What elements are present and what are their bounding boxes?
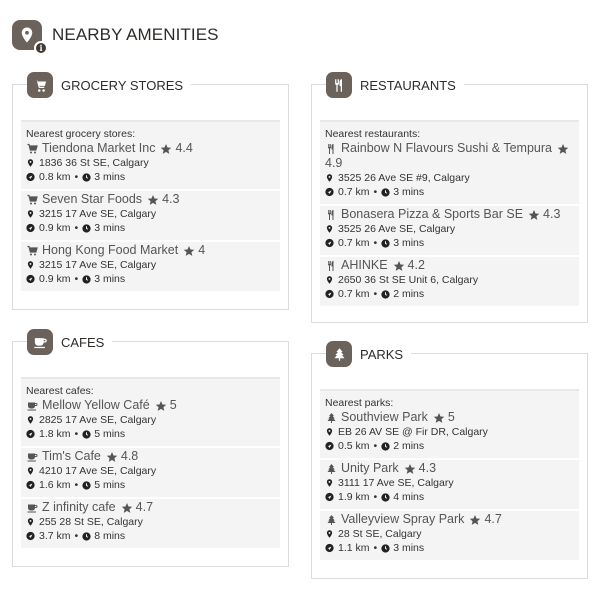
star-icon <box>106 451 118 463</box>
map-marker-icon <box>26 415 35 425</box>
star-icon <box>557 143 569 155</box>
card-header <box>27 329 112 355</box>
item-address: 1836 36 St SE, Calgary <box>39 157 149 169</box>
map-pin-info-icon <box>12 20 43 53</box>
item-name: Seven Star Foods <box>42 192 143 206</box>
map-marker-icon <box>325 478 334 488</box>
clock-icon <box>381 290 390 299</box>
list-item[interactable]: Valleyview Spray Park 4.7 28 St SE, Calgary 1.1 km • 3 mins <box>320 511 579 560</box>
list-item[interactable]: AHINKE 4.2 2650 36 St SE Unit 6, Calgary 0.7 km • 2 mins <box>320 257 579 306</box>
map-marker-icon <box>325 529 334 539</box>
clock-icon <box>381 493 390 502</box>
parks-list <box>320 389 579 560</box>
grocery-list <box>21 120 280 291</box>
item-name: Valleyview Spray Park <box>341 512 465 526</box>
utensils-icon <box>325 143 338 155</box>
item-name: Southview Park <box>341 410 428 424</box>
item-name: Z infinity cafe <box>42 500 116 514</box>
item-distance: 0.9 km <box>39 273 71 285</box>
shopping-cart-icon <box>26 245 39 257</box>
card-header <box>27 72 191 98</box>
direction-icon <box>26 429 35 439</box>
coffee-cup-icon <box>26 400 39 412</box>
item-name: Rainbow N Flavours Sushi & Tempura <box>341 141 552 155</box>
clock-icon <box>381 239 390 248</box>
coffee-cup-icon <box>26 502 39 514</box>
star-icon <box>469 514 481 526</box>
item-distance: 0.7 km <box>338 288 370 300</box>
list-item[interactable]: Tim's Cafe 4.8 4210 17 Ave SE, Calgary 1.6 km • 5 mins <box>21 448 280 499</box>
item-address: 3215 17 Ave SE, Calgary <box>39 259 157 271</box>
card-header <box>326 72 464 98</box>
map-marker-icon <box>26 260 35 270</box>
list-caption: Nearest restaurants: <box>325 128 421 140</box>
item-distance: 1.9 km <box>338 491 370 503</box>
clock-icon <box>82 532 91 541</box>
tree-icon <box>325 412 338 424</box>
item-name: Unity Park <box>341 461 399 475</box>
direction-icon <box>325 289 334 299</box>
item-address: 2825 17 Ave SE, Calgary <box>39 414 157 426</box>
item-address: 3111 17 Ave SE, Calgary <box>338 477 454 489</box>
item-address: EB 26 AV SE @ Fir DR, Calgary <box>338 426 488 438</box>
card-title: PARKS <box>360 346 404 362</box>
map-marker-icon <box>325 275 334 285</box>
item-address: 255 28 St SE, Calgary <box>39 516 143 528</box>
item-distance: 0.8 km <box>39 171 71 183</box>
item-rating: 4.7 <box>484 512 502 526</box>
map-marker-icon <box>26 158 35 168</box>
direction-icon <box>26 223 35 233</box>
item-address: 4210 17 Ave SE, Calgary <box>39 465 157 477</box>
direction-icon <box>26 480 35 490</box>
clock-icon <box>82 224 91 233</box>
item-distance: 0.5 km <box>338 440 370 452</box>
item-address: 3525 26 Ave SE #9, Calgary <box>338 172 470 184</box>
direction-icon <box>325 441 334 451</box>
item-time: 3 mins <box>393 186 425 198</box>
list-item[interactable]: Bonasera Pizza & Sports Bar SE 4.3 3525 26 Ave SE, Calgary 0.7 km • 3 mins <box>320 206 579 257</box>
item-time: 3 mins <box>393 237 425 249</box>
direction-icon <box>325 492 334 502</box>
item-name: Hong Kong Food Market <box>42 243 179 257</box>
star-icon <box>433 412 445 424</box>
card-title: RESTAURANTS <box>360 77 456 93</box>
clock-icon <box>381 442 390 451</box>
cafes-card <box>12 334 289 567</box>
coffee-cup-icon <box>26 451 39 463</box>
list-item[interactable]: Rainbow N Flavours Sushi & Tempura 4.9 3525 26 Ave SE #9, Calgary 0.7 km • 3 mins <box>320 140 579 206</box>
item-time: 2 mins <box>393 288 425 300</box>
list-item[interactable]: Mellow Yellow Café 5 2825 17 Ave SE, Calgary 1.8 km • 5 mins <box>21 397 280 448</box>
list-item[interactable]: Tiendona Market Inc 4.4 1836 36 St SE, Calgary 0.8 km • 3 mins <box>21 140 280 191</box>
item-rating: 4.7 <box>135 500 154 514</box>
star-icon <box>404 463 416 475</box>
item-rating: 4.4 <box>175 141 193 155</box>
item-name: Mellow Yellow Café <box>42 398 150 412</box>
item-distance: 0.9 km <box>39 222 71 234</box>
list-item[interactable]: Seven Star Foods 4.3 3215 17 Ave SE, Calgary 0.9 km • 3 mins <box>21 191 280 242</box>
direction-icon <box>325 187 334 197</box>
list-item[interactable]: Hong Kong Food Market 4 3215 17 Ave SE, Calgary 0.9 km • 3 mins <box>21 242 280 291</box>
item-rating: 4.9 <box>325 156 343 170</box>
item-time: 3 mins <box>94 273 126 285</box>
shopping-cart-icon <box>26 143 39 155</box>
list-caption: Nearest grocery stores: <box>26 128 136 140</box>
item-time: 3 mins <box>94 171 126 183</box>
coffee-cup-icon <box>27 329 53 355</box>
restaurants-list <box>320 120 579 306</box>
item-time: 5 mins <box>94 479 126 491</box>
star-icon <box>147 194 159 206</box>
map-marker-icon <box>325 173 334 183</box>
map-marker-icon <box>26 209 35 219</box>
clock-icon <box>82 173 91 182</box>
list-item[interactable]: Unity Park 4.3 3111 17 Ave SE, Calgary 1.9 km • 4 mins <box>320 460 579 511</box>
star-icon <box>155 400 167 412</box>
card-header <box>326 341 411 367</box>
shopping-cart-icon <box>27 72 53 98</box>
list-item[interactable]: Z infinity cafe 4.7 255 28 St SE, Calgary 3.7 km • 8 mins <box>21 499 280 548</box>
page-header <box>12 18 219 52</box>
item-distance: 1.1 km <box>338 542 370 554</box>
item-rating: 4.3 <box>162 192 180 206</box>
map-marker-icon <box>325 224 334 234</box>
direction-icon <box>325 238 334 248</box>
item-rating: 5 <box>169 398 177 412</box>
item-rating: 4 <box>198 243 206 257</box>
item-name: Bonasera Pizza & Sports Bar SE <box>341 207 524 221</box>
clock-icon <box>381 188 390 197</box>
item-rating: 4.2 <box>407 258 425 272</box>
item-address: 28 St SE, Calgary <box>338 528 422 540</box>
item-time: 4 mins <box>393 491 425 503</box>
item-address: 2650 36 St SE Unit 6, Calgary <box>338 274 479 286</box>
item-name: Tiendona Market Inc <box>42 141 156 155</box>
tree-icon <box>325 514 338 526</box>
list-caption: Nearest parks: <box>325 397 394 409</box>
item-time: 3 mins <box>94 222 126 234</box>
item-distance: 3.7 km <box>39 530 71 542</box>
item-time: 8 mins <box>94 530 126 542</box>
clock-icon <box>381 544 390 553</box>
map-marker-icon <box>26 466 35 476</box>
item-name: Tim's Cafe <box>42 449 101 463</box>
restaurants-card <box>311 77 588 323</box>
map-marker-icon <box>325 427 334 437</box>
item-time: 3 mins <box>393 542 425 554</box>
star-icon <box>183 245 195 257</box>
item-distance: 0.7 km <box>338 237 370 249</box>
info-icon: i <box>34 41 48 55</box>
utensils-icon <box>326 72 352 98</box>
direction-icon <box>26 274 35 284</box>
star-icon <box>121 502 133 514</box>
shopping-cart-icon <box>26 194 39 206</box>
card-title: GROCERY STORES <box>61 77 184 93</box>
star-icon <box>393 260 405 272</box>
item-rating: 4.3 <box>418 461 437 475</box>
item-rating: 4.8 <box>120 449 139 463</box>
clock-icon <box>82 430 91 439</box>
tree-icon <box>326 341 352 367</box>
utensils-icon <box>325 260 338 272</box>
clock-icon <box>82 481 91 490</box>
list-item[interactable]: Southview Park 5 EB 26 AV SE @ Fir DR, Calgary 0.5 km • 2 mins <box>320 409 579 460</box>
map-marker-icon <box>26 517 35 527</box>
item-distance: 1.6 km <box>39 479 71 491</box>
item-rating: 4.3 <box>543 207 561 221</box>
item-distance: 0.7 km <box>338 186 370 198</box>
cafes-list <box>21 377 280 548</box>
item-distance: 1.8 km <box>39 428 71 440</box>
item-rating: 5 <box>447 410 455 424</box>
utensils-icon <box>325 209 338 221</box>
star-icon <box>528 209 540 221</box>
item-address: 3215 17 Ave SE, Calgary <box>39 208 157 220</box>
item-time: 5 mins <box>94 428 126 440</box>
direction-icon <box>26 172 35 182</box>
page-title: NEARBY AMENITIES <box>52 25 219 44</box>
list-caption: Nearest cafes: <box>26 385 94 397</box>
clock-icon <box>82 275 91 284</box>
direction-icon <box>26 531 35 541</box>
item-time: 2 mins <box>393 440 425 452</box>
direction-icon <box>325 543 334 553</box>
card-title: CAFES <box>61 334 105 350</box>
grocery-stores-card <box>12 77 289 310</box>
parks-card <box>311 346 588 579</box>
item-address: 3525 26 Ave SE, Calgary <box>338 223 456 235</box>
tree-icon <box>325 463 338 475</box>
item-name: AHINKE <box>341 258 388 272</box>
star-icon <box>160 143 172 155</box>
